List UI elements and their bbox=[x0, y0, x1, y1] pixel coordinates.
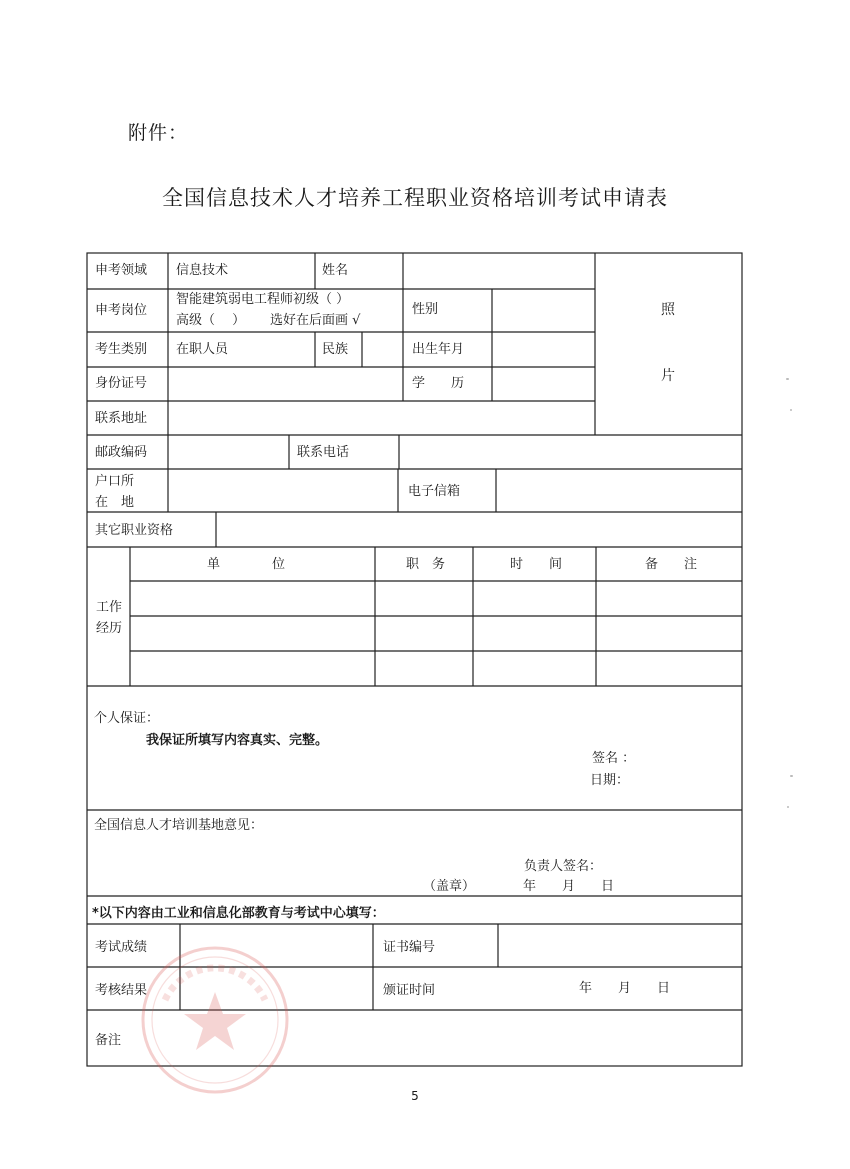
label-review: 考核结果 bbox=[95, 983, 148, 998]
label-hukou-2: 在 地 bbox=[95, 495, 135, 510]
value-category: 在职人员 bbox=[176, 342, 229, 357]
form-title: 全国信息技术人才培养工程职业资格培训考试申请表 bbox=[162, 186, 668, 210]
work-row[interactable] bbox=[130, 651, 742, 686]
work-row[interactable] bbox=[130, 581, 742, 616]
field-name[interactable] bbox=[403, 253, 595, 289]
scan-speck bbox=[790, 775, 793, 777]
label-id-number: 身份证号 bbox=[95, 376, 148, 391]
center-heading: *以下内容由工业和信息化部教育与考试中心填写： bbox=[92, 906, 385, 921]
position-option-junior[interactable]: 智能建筑弱电工程师初级（ ） bbox=[176, 292, 350, 307]
field-cert-no[interactable] bbox=[498, 924, 742, 967]
label-exam-score: 考试成绩 bbox=[95, 940, 148, 955]
photo-label-2: 片 bbox=[661, 368, 675, 384]
col-header-time: 时 间 bbox=[510, 557, 563, 572]
field-email[interactable] bbox=[496, 469, 742, 512]
label-category: 考生类别 bbox=[95, 342, 148, 357]
field-review[interactable] bbox=[180, 967, 373, 1010]
field-id-number[interactable] bbox=[168, 367, 403, 401]
responsible-signature[interactable]: 负责人签名： bbox=[524, 859, 603, 874]
label-issue-time: 颁证时间 bbox=[383, 983, 436, 998]
position-option-senior[interactable]: 高级（ ） bbox=[176, 313, 246, 328]
label-phone: 联系电话 bbox=[297, 445, 350, 460]
field-ethnicity[interactable] bbox=[362, 332, 403, 367]
value-domain: 信息技术 bbox=[176, 263, 229, 278]
field-postcode[interactable] bbox=[168, 435, 289, 469]
scan-speck bbox=[790, 409, 792, 411]
opinion-date[interactable]: 年 月 日 bbox=[523, 879, 615, 894]
label-work-1: 工作 bbox=[96, 600, 123, 615]
col-header-duty: 职 务 bbox=[406, 557, 446, 572]
label-name: 姓名 bbox=[322, 263, 349, 278]
label-postcode: 邮政编码 bbox=[95, 445, 148, 460]
work-row[interactable] bbox=[130, 616, 742, 651]
guarantee-statement: 我保证所填写内容真实、完整。 bbox=[146, 733, 329, 748]
field-birth[interactable] bbox=[492, 332, 595, 367]
label-education: 学 历 bbox=[412, 376, 465, 391]
annex-label: 附件： bbox=[128, 122, 189, 144]
label-address: 联系地址 bbox=[95, 411, 148, 426]
base-opinion-label: 全国信息人才培训基地意见： bbox=[94, 818, 264, 833]
field-gender[interactable] bbox=[492, 289, 595, 332]
seal-label: （盖章） bbox=[423, 879, 476, 894]
label-position: 申考岗位 bbox=[95, 303, 148, 318]
field-phone[interactable] bbox=[399, 435, 742, 469]
issue-date[interactable]: 年 月 日 bbox=[579, 981, 671, 996]
label-email: 电子信箱 bbox=[408, 484, 461, 499]
label-ethnicity: 民族 bbox=[322, 342, 349, 357]
guarantee-signature[interactable]: 签名 ： bbox=[592, 751, 636, 766]
photo-label-1: 照 bbox=[661, 302, 675, 318]
field-exam-score[interactable] bbox=[180, 924, 373, 967]
scan-speck bbox=[786, 378, 789, 380]
label-birth: 出生年月 bbox=[412, 342, 465, 357]
field-hukou[interactable] bbox=[168, 469, 398, 512]
label-hukou-1: 户口所 bbox=[95, 474, 135, 489]
guarantee-date[interactable]: 日期： bbox=[590, 773, 630, 788]
field-education[interactable] bbox=[492, 367, 595, 401]
page-number: 5 bbox=[411, 1089, 419, 1103]
label-remarks: 备注 bbox=[95, 1033, 122, 1048]
field-other-cert[interactable] bbox=[216, 512, 742, 547]
label-gender: 性别 bbox=[412, 302, 439, 317]
photo-box[interactable] bbox=[595, 253, 742, 435]
label-work-2: 经历 bbox=[96, 621, 123, 636]
label-domain: 申考领域 bbox=[95, 263, 148, 278]
scan-speck bbox=[787, 806, 789, 808]
field-remarks[interactable] bbox=[130, 1010, 742, 1066]
col-header-note: 备 注 bbox=[645, 557, 698, 572]
field-address[interactable] bbox=[168, 401, 595, 435]
guarantee-label: 个人保证： bbox=[94, 711, 160, 726]
label-cert-no: 证书编号 bbox=[383, 940, 436, 955]
label-other-cert: 其它职业资格 bbox=[95, 523, 174, 538]
col-header-unit: 单 位 bbox=[207, 557, 286, 572]
position-instruction: 选好在后面画 √ bbox=[270, 313, 361, 328]
